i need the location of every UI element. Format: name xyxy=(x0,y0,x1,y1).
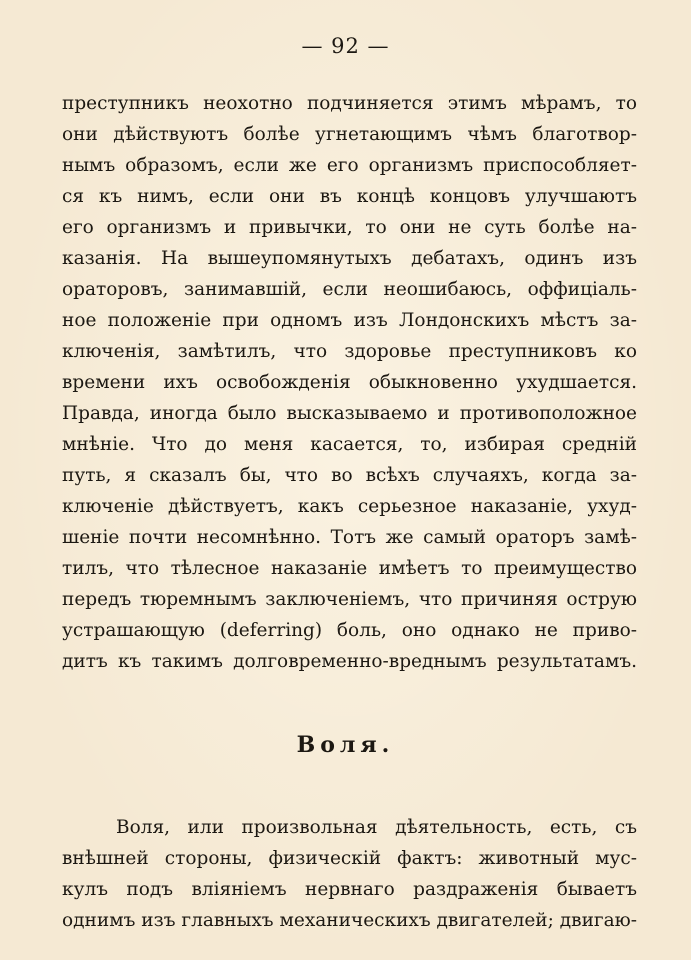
text-line: ключенія, замѣтилъ, что здоровье преступниковъ ко xyxy=(62,341,637,362)
text-line: времени ихъ освобожденія обыкновенно ухудшается. xyxy=(62,372,637,393)
paragraph-1 xyxy=(62,88,637,677)
text-line: устрашающую (deferring) боль, оно однако не приво- xyxy=(62,620,637,641)
text-line: преступникъ неохотно подчиняется этимъ мѣрамъ, то xyxy=(62,93,637,114)
text-line: они дѣйствуютъ болѣе угнетающимъ чѣмъ благотвор- xyxy=(62,124,637,145)
text-line: внѣшней стороны, физическій фактъ: животный мус- xyxy=(62,848,637,869)
text-line: его организмъ и привычки, то они не суть болѣе на- xyxy=(62,217,637,238)
text-line: дитъ къ такимъ долговременно-вреднымъ результатамъ. xyxy=(62,651,637,672)
text-line: кулъ подъ вліяніемъ нервнаго раздраженія бываетъ xyxy=(62,879,637,900)
text-line: ключеніе дѣйствуетъ, какъ серьезное наказаніе, ухуд- xyxy=(62,496,637,517)
section-heading: Воля. xyxy=(296,732,395,758)
page-number: — 92 — xyxy=(301,34,390,58)
text-line: Воля, или произвольная дѣятельность, есть, съ xyxy=(116,817,637,838)
text-line: мнѣніе. Что до меня касается, то, избирая средній xyxy=(62,434,637,455)
text-line: казанія. На вышеупомянутыхъ дебатахъ, одинъ изъ xyxy=(62,248,637,269)
text-line: путь, я сказалъ бы, что во всѣхъ случаяхъ, когда за- xyxy=(62,465,637,486)
text-line: ное положеніе при одномъ изъ Лондонскихъ мѣстъ за- xyxy=(62,310,637,331)
text-line: ся къ нимъ, если они въ концѣ концовъ улучшаютъ xyxy=(62,186,637,207)
text-line: нымъ образомъ, если же его организмъ приспособляет- xyxy=(62,155,637,176)
text-line: тилъ, что тѣлесное наказаніе имѣетъ то преимущество xyxy=(62,558,637,579)
text-line: ораторовъ, занимавшій, если неошибаюсь, оффиціаль- xyxy=(62,279,637,300)
text-line: шеніе почти несомнѣнно. Тотъ же самый ораторъ замѣ- xyxy=(62,527,637,548)
text-line: Правда, иногда было высказываемо и противоположное xyxy=(62,403,637,424)
text-line: однимъ изъ главныхъ механическихъ двигателей; двигаю- xyxy=(62,910,637,931)
paragraph-2 xyxy=(62,812,637,936)
text-line: передъ тюремнымъ заключеніемъ, что причиняя острую xyxy=(62,589,637,610)
